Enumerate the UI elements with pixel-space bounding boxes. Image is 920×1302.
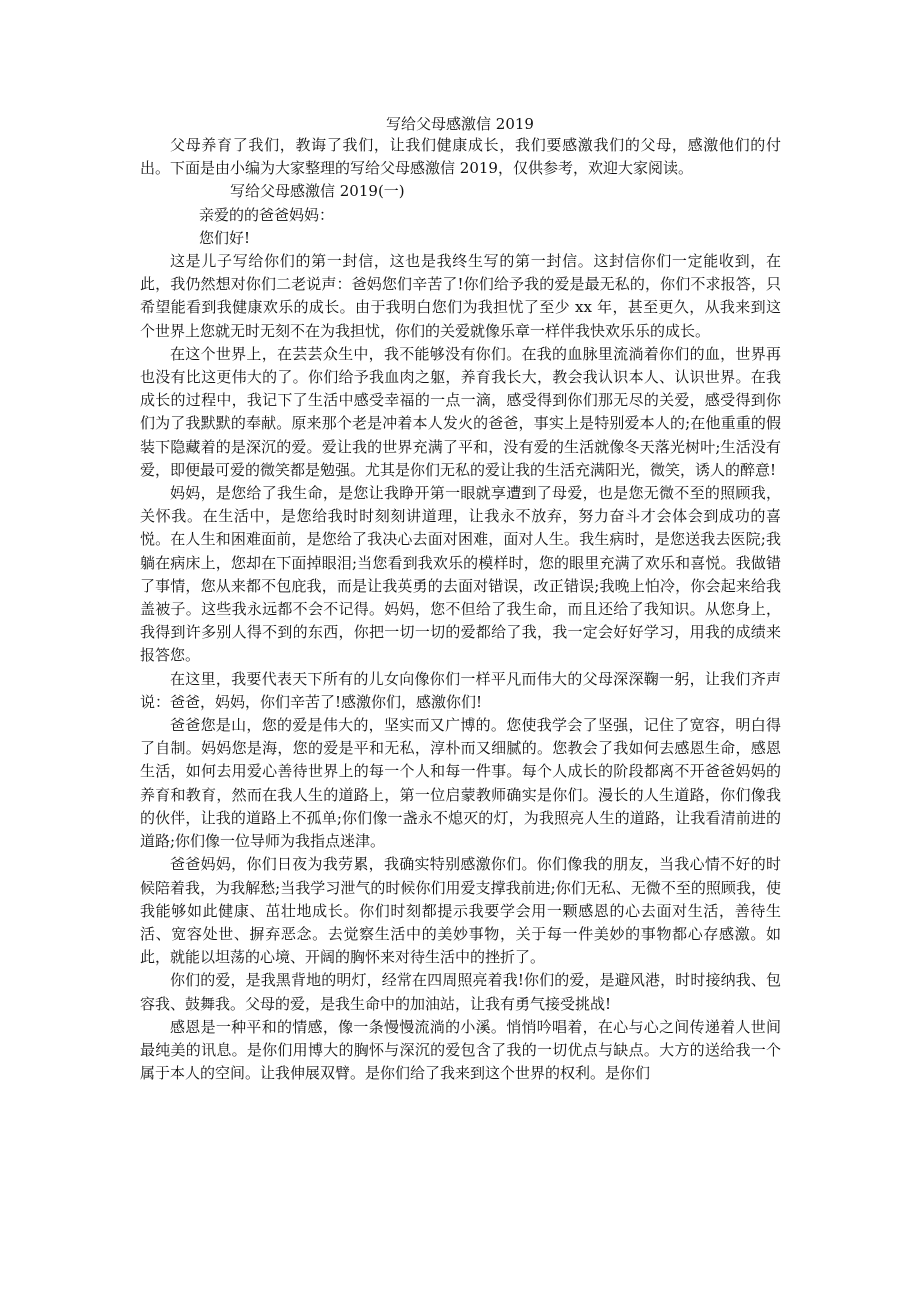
body-paragraph-6: 爸爸妈妈，你们日夜为我劳累，我确实特别感激你们。你们像我的朋友，当我心情不好的时候陪着我，为我解愁;当我学习泄气的时候你们用爱支撑我前进;你们无私、无微不至的照顾我，使我能够如此健康、茁壮地成长。你们时刻都提示我要学会用一颗感恩的心去面对生活，善待生活、宽容处世、摒弃恶念。去觉察生活中的美妙事物，关于每一件美妙的事物都心存感激。如此，就能以坦荡的心境、开阔的胸怀来对待生活中的挫折了。	[140, 855, 781, 967]
body-paragraph-8: 感恩是一种平和的情感，像一条慢慢流淌的小溪。悄悄吟唱着，在心与心之间传递着人世间最纯美的讯息。是你们用博大的胸怀与深沉的爱包含了我的一切优点与缺点。大方的送给我一个属于本人的空间。让我伸展双臂。是你们给了我来到这个世界的权利。是你们	[140, 1017, 781, 1083]
body-paragraph-2: 在这个世界上，在芸芸众生中，我不能够没有你们。在我的血脉里流淌着你们的血，世界再也没有比这更伟大的了。你们给予我血肉之躯，养育我长大，教会我认识本人、认识世界。在我成长的过程中，我记下了生活中感受幸福的一点一滴，感受得到你们那无尽的关爱，感受得到你们为了我默默的奉献。原来那个老是冲着本人发火的爸爸，事实上是特别爱本人的;在他重重的假装下隐藏着的是深沉的爱。爱让我的世界充满了平和，没有爱的生活就像冬天落光树叶;生活没有爱，即便最可爱的微笑都是勉强。尤其是你们无私的爱让我的生活充满阳光，微笑，诱人的醉意!	[140, 344, 781, 479]
body-paragraph-4: 在这里，我要代表天下所有的儿女向像你们一样平凡而伟大的父母深深鞠一躬，让我们齐声说：爸爸，妈妈，你们辛苦了!感激你们，感激你们!	[140, 669, 781, 711]
document-body	[140, 134, 781, 1085]
body-paragraph-3: 妈妈，是您给了我生命，是您让我睁开第一眼就享遭到了母爱，也是您无微不至的照顾我，关怀我。在生活中，是您给我时时刻刻讲道理，让我永不放弃，努力奋斗才会体会到成功的喜悦。在人生和困难面前，是您给了我决心去面对困难，面对人生。我生病时，是您送我去医院;我躺在病床上，您却在下面掉眼泪;当您看到我欢乐的模样时，您的眼里充满了欢乐和喜悦。我做错了事情，您从来都不包庇我，而是让我英勇的去面对错误，改正错误;我晚上怕冷，你会起来给我盖被子。这些我永远都不会不记得。妈妈，您不但给了我生命，而且还给了我知识。从您身上，我得到许多别人得不到的东西，你把一切一切的爱都给了我，我一定会好好学习，用我的成绩来报答您。	[140, 484, 781, 665]
body-paragraph-1: 这是儿子写给你们的第一封信，这也是我终生写的第一封信。这封信你们一定能收到，在此，我仍然想对你们二老说声：爸妈您们辛苦了!你们给予我的爱是最无私的，你们不求报答，只希望能看到我健康欢乐的成长。由于我明白您们为我担忧了至少 xx 年，甚至更久，从我来到这个世界上您就无时无刻不在为我担忧，你们的关爱就像乐章一样伴我快欢乐乐的成长。	[140, 252, 781, 340]
body-paragraph-5: 爸爸您是山，您的爱是伟大的，坚实而又广博的。您使我学会了坚强，记住了宽容，明白得了自制。妈妈您是海，您的爱是平和无私，淳朴而又细腻的。您教会了我如何去感恩生命，感恩生活，如何去用爱心善待世界上的每一个人和每一件事。每个人成长的阶段都离不开爸爸妈妈的养育和教育，然而在我人生的道路上，第一位启蒙教师确实是你们。漫长的人生道路，你们像我的伙伴，让我的道路上不孤单;你们像一盏永不熄灭的灯，为我照亮人生的道路，让我看清前进的道路;你们像一位导师为我指点迷津。	[140, 716, 781, 851]
body-paragraph-7: 你们的爱，是我黑背地的明灯，经常在四周照亮着我!你们的爱，是避风港，时时接纳我、包容我、鼓舞我。父母的爱，是我生命中的加油站，让我有勇气接受挑战!	[140, 971, 781, 1013]
letter-subtitle: 写给父母感激信 2019(一)	[230, 182, 405, 201]
document-title: 写给父母感激信 2019	[386, 115, 534, 133]
letter-greeting: 您们好!	[199, 228, 251, 247]
letter-salutation: 亲爱的的爸爸妈妈：	[199, 205, 335, 224]
intro-paragraph: 父母养育了我们，教诲了我们，让我们健康成长，我们要感激我们的父母，感激他们的付出。下面是由小编为大家整理的写给父母感激信 2019，仅供参考，欢迎大家阅读。	[140, 136, 781, 178]
